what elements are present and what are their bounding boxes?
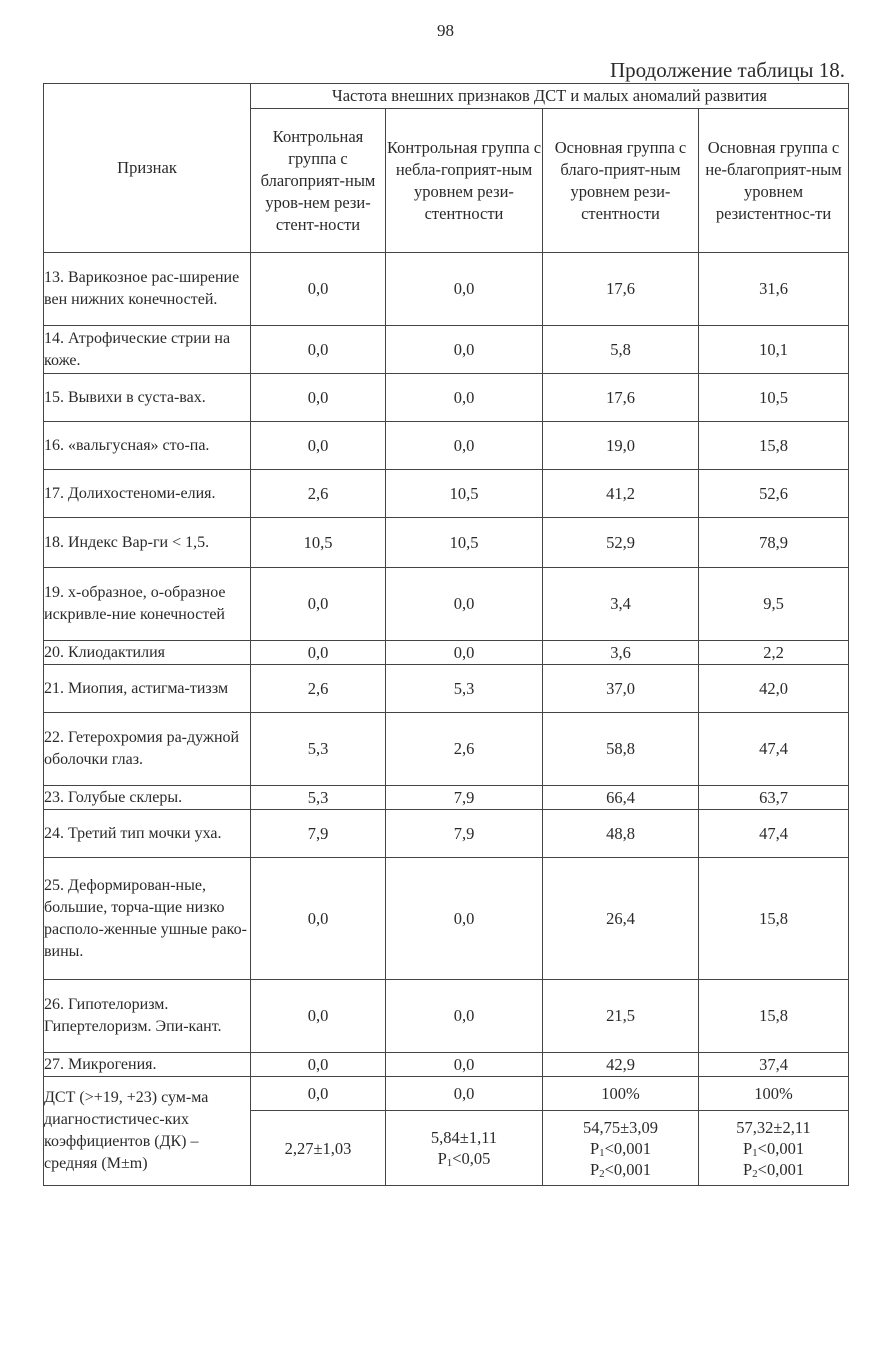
p-label: P	[437, 1149, 447, 1168]
cell-value: 2,2	[699, 641, 849, 665]
cell-value: 2,6	[386, 713, 543, 786]
cell-value: 0,0	[251, 326, 386, 374]
cell-value: 0,0	[386, 568, 543, 641]
p-label: P	[742, 1138, 753, 1158]
p2-value: <0,001	[604, 1159, 652, 1179]
cell-value: 37,0	[543, 665, 699, 713]
table-row	[44, 326, 849, 374]
p1-line	[543, 1138, 698, 1159]
cell-mean	[543, 1111, 699, 1186]
p-label: P	[589, 1159, 600, 1179]
cell-value: 52,9	[543, 518, 699, 568]
cell-value: 0,0	[251, 641, 386, 665]
cell-value: 3,4	[543, 568, 699, 641]
p1-value: <0,001	[604, 1138, 652, 1158]
cell-value: 100%	[699, 1077, 849, 1111]
cell-value: 63,7	[699, 786, 849, 810]
cell-value: 17,6	[543, 374, 699, 422]
row-sign: 17. Долихостеноми-елия.	[44, 470, 251, 518]
cell-value: 17,6	[543, 253, 699, 326]
table-row	[44, 786, 849, 810]
cell-value: 21,5	[543, 980, 699, 1053]
cell-value: 10,5	[386, 518, 543, 568]
cell-value: 10,5	[251, 518, 386, 568]
cell-value: 0,0	[251, 422, 386, 470]
cell-value: 47,4	[699, 713, 849, 786]
table-row	[44, 858, 849, 980]
cell-value: 10,5	[386, 470, 543, 518]
cell-mean	[251, 1111, 386, 1186]
cell-value: 78,9	[699, 518, 849, 568]
header-control-favorable: Контрольная группа с благоприят-ным уров-нем рези-стент-ности	[251, 109, 386, 253]
cell-value: 0,0	[251, 858, 386, 980]
p1-value: <0,05	[452, 1149, 491, 1168]
header-sign: Признак	[44, 84, 251, 253]
cell-value: 15,8	[699, 858, 849, 980]
table-row	[44, 374, 849, 422]
row-sign: 14. Атрофические стрии на коже.	[44, 326, 251, 374]
cell-value: 0,0	[386, 980, 543, 1053]
cell-value: 41,2	[543, 470, 699, 518]
cell-value: 66,4	[543, 786, 699, 810]
cell-value: 42,0	[699, 665, 849, 713]
row-sign: 18. Индекс Вар-ги < 1,5.	[44, 518, 251, 568]
cell-value: 5,3	[251, 713, 386, 786]
cell-value: 0,0	[251, 374, 386, 422]
row-sign: 15. Вывихи в суста-вах.	[44, 374, 251, 422]
row-sign: 25. Деформирован-ные, большие, торча-щие низко располо-женные ушные рако-вины.	[44, 858, 251, 980]
table-row	[44, 568, 849, 641]
cell-value: 10,5	[699, 374, 849, 422]
cell-value: 5,3	[386, 665, 543, 713]
cell-value: 5,8	[543, 326, 699, 374]
p2-value: <0,001	[757, 1159, 805, 1179]
cell-value: 31,6	[699, 253, 849, 326]
table-row	[44, 253, 849, 326]
cell-value: 58,8	[543, 713, 699, 786]
mean-value: 54,75±3,09	[582, 1117, 659, 1137]
cell-value: 15,8	[699, 422, 849, 470]
p1-line	[699, 1138, 848, 1159]
p2-line	[699, 1159, 848, 1180]
cell-value: 0,0	[251, 980, 386, 1053]
cell-mean	[386, 1111, 543, 1186]
mean-value: 5,84±1,11	[430, 1128, 498, 1147]
p-label: P	[742, 1159, 753, 1179]
row-sign: 13. Варикозное рас-ширение вен нижних конечностей.	[44, 253, 251, 326]
table-row	[44, 665, 849, 713]
cell-value: 2,6	[251, 470, 386, 518]
cell-value: 7,9	[251, 810, 386, 858]
cell-value: 3,6	[543, 641, 699, 665]
row-sign: 26. Гипотелоризм. Гипертелоризм. Эпи-кант.	[44, 980, 251, 1053]
mean-value: 57,32±2,11	[736, 1117, 811, 1137]
cell-value: 0,0	[386, 858, 543, 980]
header-group: Частота внешних признаков ДСТ и малых аномалий развития	[251, 84, 849, 109]
p-subscript: 2	[752, 1167, 758, 1180]
cell-value: 0,0	[251, 1077, 386, 1111]
header-control-unfavorable: Контрольная группа с небла-гоприят-ным уровнем рези-стентности	[386, 109, 543, 253]
cell-value: 19,0	[543, 422, 699, 470]
p1-value: <0,001	[757, 1138, 805, 1158]
cell-value: 52,6	[699, 470, 849, 518]
table-caption: Продолжение таблицы 18.	[609, 58, 845, 82]
table-row	[44, 518, 849, 568]
p-label: P	[589, 1138, 600, 1158]
cell-value: 0,0	[251, 1053, 386, 1077]
p1-line	[386, 1148, 542, 1169]
cell-value: 7,9	[386, 786, 543, 810]
header-main-unfavorable: Основная группа с не-благоприят-ным уровнем резистентнос-ти	[699, 109, 849, 253]
row-sign: 27. Микрогения.	[44, 1053, 251, 1077]
row-sign: 16. «вальгусная» сто-па.	[44, 422, 251, 470]
table-row	[44, 422, 849, 470]
row-sign: 24. Третий тип мочки уха.	[44, 810, 251, 858]
row-sign-dst: ДСТ (>+19, +23) сум-ма диагностистичес-ких коэффициентов (ДК) –средняя (M±m)	[44, 1077, 251, 1186]
header-main-favorable: Основная группа с благо-прият-ным уровнем рези-стентности	[543, 109, 699, 253]
row-sign: 19. х-образное, о-образное искривле-ние конечностей	[44, 568, 251, 641]
cell-value: 26,4	[543, 858, 699, 980]
cell-value: 0,0	[386, 253, 543, 326]
cell-value: 47,4	[699, 810, 849, 858]
cell-value: 5,3	[251, 786, 386, 810]
row-sign: 21. Миопия, астигма-тиззм	[44, 665, 251, 713]
cell-value: 0,0	[251, 253, 386, 326]
p2-line	[543, 1159, 698, 1180]
cell-value: 0,0	[386, 1053, 543, 1077]
table-row	[44, 980, 849, 1053]
cell-value: 0,0	[386, 374, 543, 422]
cell-mean	[699, 1111, 849, 1186]
p-subscript: 1	[752, 1146, 758, 1159]
table-row	[44, 810, 849, 858]
mean-value: 2,27±1,03	[284, 1138, 352, 1158]
cell-value: 7,9	[386, 810, 543, 858]
page-number: 98	[437, 21, 454, 40]
row-sign: 22. Гетерохромия ра-дужной оболочки глаз.	[44, 713, 251, 786]
table-row	[44, 713, 849, 786]
cell-value: 0,0	[386, 641, 543, 665]
cell-value: 10,1	[699, 326, 849, 374]
p-subscript: 1	[599, 1146, 605, 1159]
table-row	[44, 470, 849, 518]
cell-value: 0,0	[386, 326, 543, 374]
cell-value: 15,8	[699, 980, 849, 1053]
row-sign: 23. Голубые склеры.	[44, 786, 251, 810]
table-row-dst	[44, 1077, 849, 1111]
cell-value: 9,5	[699, 568, 849, 641]
cell-value: 2,6	[251, 665, 386, 713]
cell-value: 0,0	[386, 1077, 543, 1111]
cell-value: 42,9	[543, 1053, 699, 1077]
table-row	[44, 641, 849, 665]
p-subscript: 1	[446, 1157, 453, 1169]
cell-value: 48,8	[543, 810, 699, 858]
data-table	[43, 83, 849, 1186]
cell-value: 0,0	[251, 568, 386, 641]
cell-value: 100%	[543, 1077, 699, 1111]
cell-value: 0,0	[386, 422, 543, 470]
row-sign: 20. Клиодактилия	[44, 641, 251, 665]
p-subscript: 2	[599, 1167, 605, 1180]
cell-value: 37,4	[699, 1053, 849, 1077]
table-row	[44, 1053, 849, 1077]
